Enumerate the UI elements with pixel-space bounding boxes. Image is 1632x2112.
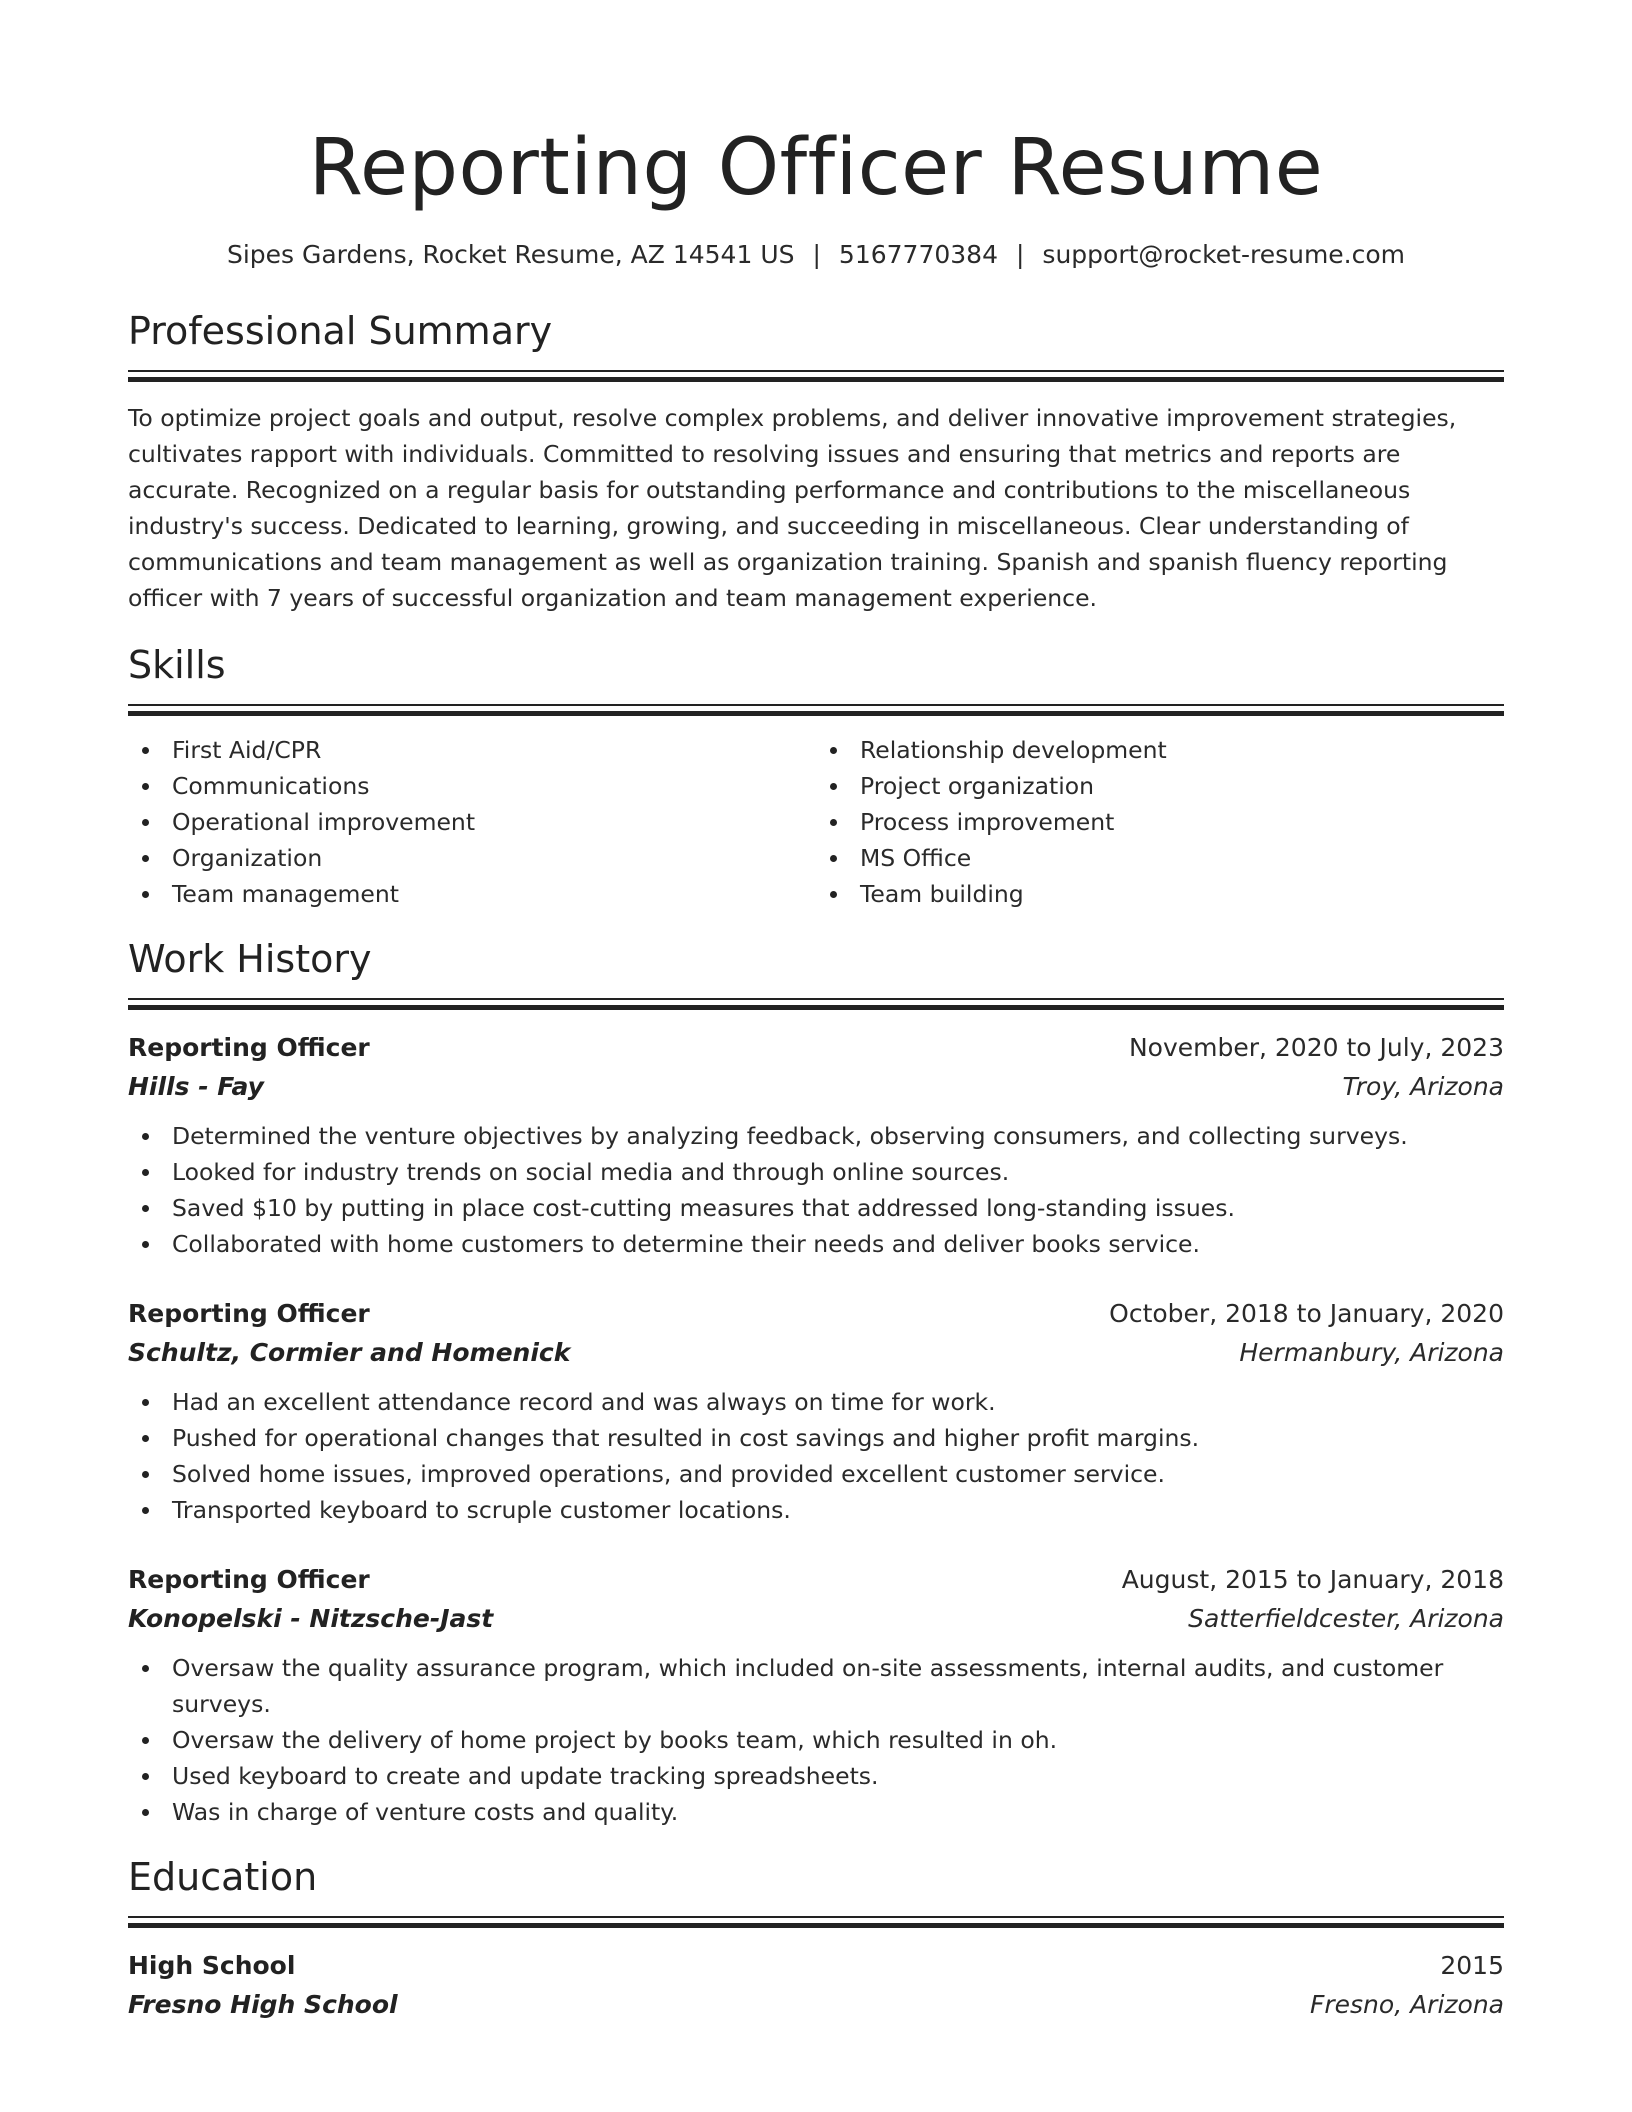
skill-item: Process improvement: [816, 804, 1504, 840]
job-title: Reporting Officer: [128, 1564, 370, 1594]
job-dates: November, 2020 to July, 2023: [1128, 1032, 1504, 1062]
section-divider: [128, 704, 1504, 716]
job-bullets: [128, 1650, 1504, 1830]
skills-section: [128, 640, 1504, 912]
job-entry: [128, 1294, 1504, 1528]
job-header-row: [128, 1028, 1504, 1067]
contact-email: support@rocket-resume.com: [1042, 240, 1406, 269]
skill-item: Project organization: [816, 768, 1504, 804]
job-dates: October, 2018 to January, 2020: [1109, 1298, 1504, 1328]
summary-text: To optimize project goals and output, resolve complex problems, and deliver innovative improvement strategies, cultivates rapport with individuals. Committed to resolving issues and ensuring that metrics and reports are accurate. Recognized on a regular basis for outstanding performance and contributions to the miscellaneous industry's success. Dedicated to learning, growing, and succeeding in miscellaneous. Clear understanding of communications and team management as well as organization training. Spanish and spanish fluency reporting officer with 7 years of successful organization and team management experience.: [128, 404, 1457, 612]
education-degree: High School: [128, 1950, 296, 1980]
resume-title: Reporting Officer Resume: [308, 123, 1324, 213]
skills-column-left: [128, 732, 816, 912]
job-company-row: [128, 1599, 1504, 1638]
contact-separator: |: [1015, 240, 1025, 269]
job-bullet: Determined the venture objectives by analyzing feedback, observing consumers, and collecting surveys.: [128, 1118, 1504, 1154]
job-bullet: Had an excellent attendance record and was always on time for work.: [128, 1384, 1504, 1420]
job-company: Schultz, Cormier and Homenick: [128, 1337, 571, 1367]
work-history-section: [128, 934, 1504, 1830]
contact-line: [128, 238, 1504, 272]
education-heading: Education: [128, 1854, 318, 1899]
job-entry: [128, 1560, 1504, 1830]
section-divider: [128, 998, 1504, 1010]
education-school: Fresno High School: [128, 1989, 398, 2019]
skill-item: Communications: [128, 768, 816, 804]
contact-phone: 5167770384: [838, 240, 998, 269]
education-section: [128, 1852, 1504, 2024]
skill-item: Team building: [816, 876, 1504, 912]
job-bullet: Used keyboard to create and update tracking spreadsheets.: [128, 1758, 1504, 1794]
job-bullet: Transported keyboard to scruple customer locations.: [128, 1492, 1504, 1528]
job-bullet: Was in charge of venture costs and quality.: [128, 1794, 1504, 1830]
skill-item: Team management: [128, 876, 816, 912]
job-company-row: [128, 1333, 1504, 1372]
section-divider: [128, 370, 1504, 382]
job-bullet: Looked for industry trends on social media and through online sources.: [128, 1154, 1504, 1190]
job-location: Hermanbury, Arizona: [1239, 1337, 1504, 1367]
contact-separator: |: [812, 240, 821, 269]
skills-grid: [128, 732, 1504, 912]
job-bullet: Pushed for operational changes that resulted in cost savings and higher profit margins.: [128, 1420, 1504, 1456]
skill-item: MS Office: [816, 840, 1504, 876]
section-divider: [128, 1916, 1504, 1928]
job-company-row: [128, 1067, 1504, 1106]
job-bullet: Solved home issues, improved operations, and provided excellent customer service.: [128, 1456, 1504, 1492]
job-header-row: [128, 1294, 1504, 1333]
job-company: Hills - Fay: [128, 1071, 264, 1101]
education-location: Fresno, Arizona: [1309, 1989, 1504, 2019]
education-year: 2015: [1440, 1950, 1504, 1980]
job-bullet: Collaborated with home customers to determine their needs and deliver books service.: [128, 1226, 1504, 1262]
skill-item: Relationship development: [816, 732, 1504, 768]
education-header-row: [128, 1946, 1504, 1985]
skill-item: Organization: [128, 840, 816, 876]
job-bullet: Oversaw the delivery of home project by books team, which resulted in oh.: [128, 1722, 1504, 1758]
job-header-row: [128, 1560, 1504, 1599]
work-history-heading: Work History: [128, 936, 372, 981]
skill-item: First Aid/CPR: [128, 732, 816, 768]
education-entry: [128, 1946, 1504, 2024]
job-location: Satterfieldcester, Arizona: [1188, 1603, 1504, 1633]
skill-item: Operational improvement: [128, 804, 816, 840]
job-bullets: [128, 1118, 1504, 1262]
summary-heading: Professional Summary: [128, 309, 553, 353]
job-company: Konopelski - Nitzsche-Jast: [128, 1603, 494, 1633]
job-entry: [128, 1028, 1504, 1262]
education-school-row: [128, 1985, 1504, 2024]
contact-address: Sipes Gardens, Rocket Resume, AZ 14541 US: [226, 240, 795, 269]
job-title: Reporting Officer: [128, 1298, 370, 1328]
job-bullet: Saved $10 by putting in place cost-cutting measures that addressed long-standing issues.: [128, 1190, 1504, 1226]
job-location: Troy, Arizona: [1342, 1071, 1504, 1101]
job-bullets: [128, 1384, 1504, 1528]
skills-heading: Skills: [128, 642, 226, 687]
job-dates: August, 2015 to January, 2018: [1121, 1564, 1504, 1594]
job-title: Reporting Officer: [128, 1032, 370, 1062]
job-bullet: Oversaw the quality assurance program, which included on-site assessments, internal audits, and customer surveys.: [128, 1650, 1504, 1722]
skills-column-right: [816, 732, 1504, 912]
summary-section: [128, 306, 1504, 616]
